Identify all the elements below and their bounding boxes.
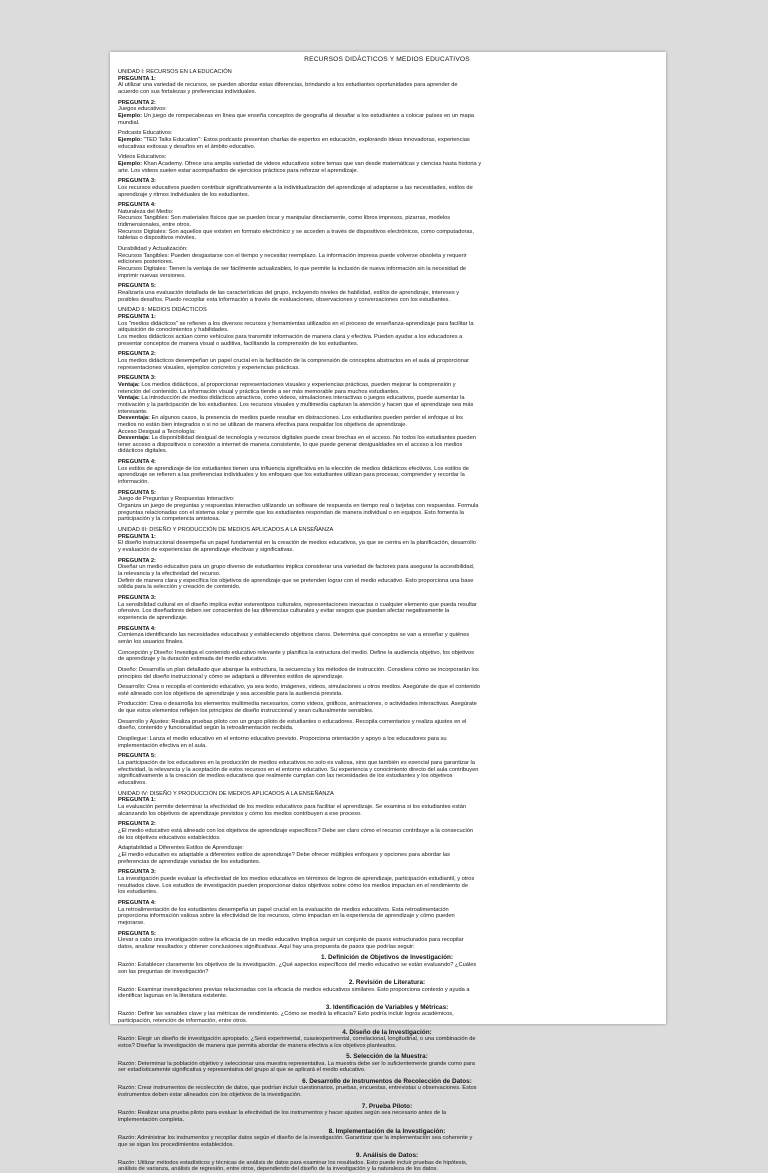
question-heading: PREGUNTA 5: xyxy=(118,283,156,290)
text-line: Ejemplo: "TED Talks Education": Estos podcasts presentan charlas de expertos en educación, explorando ideas innovadoras, experiencias xyxy=(118,136,470,143)
question-heading: PREGUNTA 5: xyxy=(118,930,156,937)
text-line: información. xyxy=(118,479,149,486)
step-heading: 7. Prueba Piloto: xyxy=(361,1102,413,1110)
text-line: Diseñar un medio educativo para un grupo diverso de estudiantes implica considerar una variedad de factores para asegurar la accesibilidad, xyxy=(118,564,475,571)
text-line: proporciona información valiosa sobre la efectividad de los recursos, cómo impactan en la experiencia de aprendizaje y cómo pueden xyxy=(118,913,455,920)
text-line: Organiza un juego de preguntas y respuestas interactivo utilizando un software de respuesta en tiempo real o tarjetas con respuestas. Formula xyxy=(118,503,479,510)
paragraph xyxy=(118,595,656,622)
step-heading: 5. Selección de la Muestra: xyxy=(346,1053,428,1061)
research-step xyxy=(118,954,656,975)
text-line: medios no están bien integrados o si no se utilizan de manera efectiva para respaldar los objetivos de aprendizaje. xyxy=(118,421,407,428)
paragraph xyxy=(118,178,656,198)
text-line: aprendizaje y ritmos individuales de los estudiantes. xyxy=(118,191,250,198)
paragraph xyxy=(118,667,656,680)
question-heading: PREGUNTA 3: xyxy=(118,594,156,601)
document-page xyxy=(110,52,666,1173)
text-line: educativos. xyxy=(118,780,147,787)
research-step xyxy=(118,1078,656,1099)
text-line: Los medios didácticos desempeñan un papel crucial en la facilitación de la comprensión de conceptos abstractos en el aula al proporcionar xyxy=(118,357,469,364)
text-line: Realizaría una evaluación detallada de las características del grupo, incluyendo niveles de habilidad, estilos de aprendizaje, intereses y xyxy=(118,290,460,297)
text-line: Recursos Digitales: Son aquellos que existen en formato electrónico y se acceden a través de dispositivos electrónicos, como computadoras, xyxy=(118,228,474,235)
text-line: Razón: Administrar los instrumentos y recopilar datos según el diseño de la investigación. Garantizar que la implementación sea coherente y xyxy=(118,1134,473,1141)
text-line: aprendizaje se refieren a las preferencias individuales y los enfoques que los estudiantes utilizan para procesar, comprender y recordar la xyxy=(118,472,465,479)
text-line: Ventaja: Los medios didácticos, al proporcionar representaciones visuales y experiencias prácticas, pueden mejorar la comprensión y xyxy=(118,381,456,388)
text-line: La investigación puede evaluar la efectividad de los medios educativos en términos de logros de aprendizaje, participación estudiantil, y otros xyxy=(118,875,475,882)
step-heading: 9. Análisis de Datos: xyxy=(355,1152,419,1160)
question-heading: PREGUNTA 3: xyxy=(118,869,156,876)
paragraph xyxy=(118,202,656,242)
text-line: Razón: Crear instrumentos de recolección de datos, que podrían incluir cuestionarios, pruebas, encuestas, entrevistas u observaciones. Estos xyxy=(118,1085,477,1092)
paragraph xyxy=(118,736,656,749)
text-line: Al utilizar una variedad de recursos, se pueden abordar estas diferencias, brindando a los estudiantes oportunidades para aprender de xyxy=(118,82,458,89)
paragraph xyxy=(118,375,656,455)
text-line: datos, analizar resultados y obtener conclusiones significativas. Aquí hay una propuesta de pasos que podrías seguir: xyxy=(118,943,415,950)
text-line: Juego de Preguntas y Respuestas Interactivo: xyxy=(118,496,235,503)
text-line: Desarrollo: Crea o recopila el contenido educativo, ya sea texto, imágenes, videos, simulaciones u otros medios. Asegúrate de que el contenido xyxy=(118,684,480,691)
text-line: Podcasts Educativos: xyxy=(118,130,173,137)
paragraph xyxy=(118,154,656,174)
text-line: Comienza identificando las necesidades educativas y estableciendo objetivos claros. Determina qué conceptos se van a enseñar y quiénes xyxy=(118,632,470,639)
paragraph xyxy=(118,69,656,96)
research-step xyxy=(118,1152,656,1173)
unit-heading: UNIDAD I: RECURSOS EN LA EDUCACIÓN xyxy=(118,69,232,75)
text-line: educativas exitosas y desafíos en el ámbito educativo. xyxy=(118,143,256,150)
text-line: que se sigan los procedimientos establecidos. xyxy=(118,1141,235,1148)
text-line: ¿El medio educativo está alineado con los objetivos de aprendizaje específicos? Debe ser claro cómo el recurso contribuye a la consecución xyxy=(118,827,474,834)
research-step xyxy=(118,1053,656,1074)
text-line: ofensivo. Los diseñadores deben ser conscientes de las diferencias culturales y evitar sesgos que puedan afectar negativamente la xyxy=(118,608,450,615)
unit-heading: UNIDAD II: MEDIOS DIDÁCTICOS xyxy=(118,307,207,314)
research-step xyxy=(118,1029,656,1050)
text-line: preguntas relacionadas con el sistema solar y permite que los estudiantes respondan de manera individual o en equipos. Esto fomenta la xyxy=(118,509,464,516)
text-line: imprimir nuevas versiones. xyxy=(118,272,186,279)
text-line: Razón: Realizar una prueba piloto para evaluar la efectividad de los instrumentos y hacer ajustes según sea necesario antes de la xyxy=(118,1110,447,1117)
text-line: Videos Educativos: xyxy=(118,154,167,161)
text-line: Juegos educativos: xyxy=(118,106,167,113)
research-step xyxy=(118,1128,656,1149)
paragraph xyxy=(118,527,656,554)
text-line: experiencia de aprendizaje. xyxy=(118,614,188,621)
text-line: implementación efectiva en el aula. xyxy=(118,742,207,749)
text-line: ¿El medio educativo es adaptable a diferentes estilos de aprendizaje? Debe ofrecer múltiples enfoques y opciones para abordar las xyxy=(118,851,450,858)
paragraph xyxy=(118,307,656,347)
research-step xyxy=(118,979,656,1000)
text-line: Concepción y Diseño: Investiga el contenido educativo relevante y planifica la estructura del medio. Define la audiencia objetivo, los objetivos xyxy=(118,649,474,656)
text-line: Recursos Tangibles: Pueden desgastarse con el tiempo y necesitar reemplazo. La información impresa puede volverse obsoleta y requerir xyxy=(118,252,467,259)
document-body xyxy=(118,69,656,1173)
paragraph xyxy=(118,100,656,127)
text-line: Naturaleza del Medio: xyxy=(118,208,174,215)
question-heading: PREGUNTA 4: xyxy=(118,899,156,906)
question-heading: PREGUNTA 3: xyxy=(118,178,156,185)
text-line: participación, retención de información, entre otros. xyxy=(118,1017,248,1024)
text-line: Razón: Utilizar métodos estadísticos y técnicas de análisis de datos para examinar los resultados. Esto puede incluir pruebas de hipótesis, xyxy=(118,1159,468,1166)
unit-heading: UNIDAD IV: DISEÑO Y PRODUCCIÓN DE MEDIOS APLICADOS A LA ENSEÑANZA xyxy=(118,790,334,797)
text-line: Razón: Examinar investigaciones previas relacionadas con la eficacia de medios educativos similares. Esto proporciona contexto y ayuda a xyxy=(118,986,470,993)
text-line: Ejemplo: Un juego de rompecabezas en línea que enseña conceptos de geografía al desafiar a los estudiantes a colocar países en un mapa xyxy=(118,112,475,119)
step-heading: 3. Identificación de Variables y Métricas: xyxy=(325,1003,449,1011)
paragraph xyxy=(118,900,656,927)
text-line: Despliegue: Lanza el medio educativo en el entorno educativo previsto. Proporciona orientación y apoyo a los educadores para su xyxy=(118,736,447,743)
step-heading: 1. Definición de Objetivos de Investigación: xyxy=(320,954,454,962)
text-line: de los objetivos educativos establecidos. xyxy=(118,834,221,841)
text-line: La evaluación permite determinar la efectividad de los medios educativos para facilitar el aprendizaje. Se examina si los estudiantes están xyxy=(118,804,467,810)
text-line: esté alineado con los objetivos de aprendizaje y sea accesible para la audiencia prevista. xyxy=(118,690,343,697)
text-line: Razón: Establecer claramente los objetivos de la investigación. ¿Qué aspectos específicos del medio educativo se están evaluando? ¿Cuáles xyxy=(118,961,477,968)
text-line: efectividad, la relevancia y la aceptación de estos recursos en el entorno educativo. Su experiencia y conocimiento directo del aula contribuyen xyxy=(118,766,479,773)
text-line: Desarrollo y Ajustes: Realiza pruebas piloto con un grupo piloto de estudiantes o educadores. Recopila comentarios y realiza ajustes en el xyxy=(118,718,467,725)
text-line: Ventaja: La introducción de medios didácticos atractivos, como videos, simulaciones interactivas o juegos educativos, puede aumentar la xyxy=(118,395,465,402)
paragraph xyxy=(118,459,656,486)
text-line: alcanzando los objetivos de aprendizaje previstos y cómo los medios contribuyen a ese proceso. xyxy=(118,810,362,817)
text-line: interesante. xyxy=(118,408,148,415)
text-line: tridimensionales, entre otros. xyxy=(118,222,192,229)
paragraph xyxy=(118,821,656,841)
text-line: presentar conceptos de manera visual o auditiva, facilitando la comprensión de los estudiantes. xyxy=(118,340,359,347)
question-heading: PREGUNTA 4: xyxy=(118,625,156,632)
question-heading: PREGUNTA 4: xyxy=(118,202,156,209)
question-heading: PREGUNTA 1: xyxy=(118,75,156,82)
question-heading: PREGUNTA 4: xyxy=(118,459,156,466)
paragraph xyxy=(118,650,656,663)
text-line: implementación completa. xyxy=(118,1116,185,1123)
text-line: Los "medios didácticos" se refieren a los diversos recursos y herramientas utilizados en el proceso de enseñanza-aprendizaje para facilitar la xyxy=(118,320,474,327)
question-heading: PREGUNTA 3: xyxy=(118,375,156,382)
text-line: Los estilos de aprendizaje de los estudiantes tienen una influencia significativa en la elección de medios didácticos efectivos. Los estilos de xyxy=(118,465,469,472)
text-line: acuerdo con sus fortalezas y preferencias individuales. xyxy=(118,88,257,95)
text-line: Razón: Elegir un diseño de investigación apropiado. ¿Será experimental, cuasiexperimental, correlacional, longitudinal, o una combinación de xyxy=(118,1036,476,1043)
step-heading: 6. Desarrollo de Instrumentos de Recolección de Datos: xyxy=(302,1078,472,1086)
text-line: Razón: Determinar la población objetivo y seleccionar una muestra representativa. La muestra debe ser lo suficientemente grande como para xyxy=(118,1060,475,1067)
text-line: Ejemplo: Khan Academy. Ofrece una amplia variedad de videos educativos sobre temas que van desde matemáticas y ciencias hasta historia y xyxy=(118,160,482,167)
paragraph xyxy=(118,845,656,865)
text-line: Recursos Tangibles: Son materiales físicos que se pueden tocar y manipular directamente, como libros impresos, pizarras, modelos xyxy=(118,215,451,222)
paragraph xyxy=(118,701,656,714)
question-heading: PREGUNTA 2: xyxy=(118,821,156,828)
text-line: adquisición de conocimientos y habilidades. xyxy=(118,327,229,334)
paragraph xyxy=(118,719,656,732)
text-line: Los medios didácticos actúan como vehículos para transmitir información de manera clara y efectiva. Pueden ayudar a los educadores a xyxy=(118,333,463,340)
text-line: resultados clave. Los estudios de investigación pueden proporcionar datos objetivos sobre cómo los medios impactan en el rendimiento de xyxy=(118,882,468,889)
paragraph xyxy=(118,931,656,951)
text-line: Producción: Crea o desarrolla los elementos multimedia necesarios, como videos, gráficos, animaciones, o actividades interactivas. Asegúrate xyxy=(118,701,477,708)
text-line: La participación de los educadores en la producción de medios educativos no solo es valiosa, sino que también es esencial para garantizar la xyxy=(118,760,475,767)
text-line: La retroalimentación de los estudiantes desempeña un papel crucial en la evaluación de medios educativos. Esta retroalimentación xyxy=(118,906,449,913)
paragraph xyxy=(118,490,656,523)
text-line: instrumentos deben estar alineados con los objetivos de la investigación. xyxy=(118,1092,302,1099)
text-line: significativamente a la creación de medios educativos que realmente cumplan con las necesidades de los estudiantes y los objetivos xyxy=(118,773,453,780)
text-line: tabletas o dispositivos móviles. xyxy=(118,235,197,242)
paragraph xyxy=(118,558,656,591)
document-title: RECURSOS DIDÁCTICOS Y MEDIOS EDUCATIVOS xyxy=(304,56,470,63)
question-heading: PREGUNTA 5: xyxy=(118,489,156,496)
step-heading: 8. Implementación de la Investigación: xyxy=(328,1127,446,1135)
text-line: retención del contenido. La información visual y práctica tiende a ser más memorable para muchos estudiantes. xyxy=(118,388,400,395)
text-line: identificar lagunas en la literatura existente. xyxy=(118,993,228,1000)
text-line: de que estos elementos reflejen los principios de diseño instruccional y sean culturalmente sensibles. xyxy=(118,708,374,715)
text-line: Acceso Desigual a Tecnología: xyxy=(118,428,196,435)
text-line: diseño, contenido y funcionalidad según la retroalimentación recibida. xyxy=(118,725,294,732)
text-line: posibles desafíos. Puedo recopilar esta información a través de evaluaciones, observaciones y conversaciones con los estudiantes. xyxy=(118,296,450,303)
paragraph xyxy=(118,684,656,697)
text-line: son las preguntas de investigación? xyxy=(118,968,209,975)
text-line: mejorarse. xyxy=(118,919,145,926)
text-line: de aprendizaje y la duración estimada del medio educativo. xyxy=(118,656,268,663)
question-heading: PREGUNTA 1: xyxy=(118,314,156,320)
text-line: serán los usuarios finales. xyxy=(118,638,184,645)
text-line: Desventaja: En algunos casos, la presencia de medios puede resultar en distracciones. Los estudiantes pueden perder el enfoque si los xyxy=(118,415,463,422)
text-line: tener acceso a dispositivos o conexión a internet de manera consistente, lo que puede generar desigualdades en el acceso a los medios xyxy=(118,441,463,448)
text-line: arte. Los videos suelen estar acompañados de ejercicios prácticos para reforzar el aprendizaje. xyxy=(118,167,359,174)
step-heading: 2. Revisión de Literatura: xyxy=(348,979,426,987)
text-line: ediciones posteriores. xyxy=(118,259,174,266)
text-line: Recursos Digitales: Tienen la ventaja de ser fácilmente actualizables, lo que permite la inclusión de nueva información sin la necesidad de xyxy=(118,266,467,273)
text-line: principios del diseño instruccional y cómo se adaptará a diferentes estilos de aprendizaje. xyxy=(118,673,344,680)
unit-heading: UNIDAD III: DISEÑO Y PRODUCCIÓN DE MEDIOS APLICADOS A LA ENSEÑANZA xyxy=(118,527,334,534)
paragraph xyxy=(118,351,656,371)
text-line: análisis de varianza, análisis de regresión, entre otros, dependiendo del diseño de la investigación y la naturaleza de los datos. xyxy=(118,1166,438,1173)
paragraph xyxy=(118,283,656,303)
text-line: Diseño: Desarrolla un plan detallado que abarque la estructura, la secuencia y los métodos de instrucción. Considera cómo se incorporarán los xyxy=(118,666,479,673)
text-line: Durabilidad y Actualización: xyxy=(118,246,188,253)
question-heading: PREGUNTA 2: xyxy=(118,99,156,106)
text-line: y evaluación de experiencias de aprendizaje efectivas y significativas. xyxy=(118,547,294,553)
text-line: Definir de manera clara y específica los objetivos de aprendizaje que se pretenden lograr con el medio educativo. Esto proporciona una base xyxy=(118,577,474,584)
question-heading: PREGUNTA 1: xyxy=(118,533,156,540)
text-line: didácticos digitales. xyxy=(118,448,168,455)
text-line: El diseño instruccional desempeña un papel fundamental en la creación de medios educativos, ya que se centra en la planificación, desarrollo xyxy=(118,540,476,547)
paragraph xyxy=(118,626,656,646)
paragraph xyxy=(118,130,656,150)
text-line: estos? Diseñar la investigación de manera que permita abordar de manera efectiva a los objetivos planteados. xyxy=(118,1042,397,1049)
text-line: Los recursos educativos pueden contribuir significativamente a la individualización del aprendizaje al adaptarse a las necesidades, estilos de xyxy=(118,184,473,191)
text-line: representaciones visuales, ejemplos concretos y experiencias prácticas. xyxy=(118,364,300,371)
text-line: la relevancia y la efectividad del recurso. xyxy=(118,570,221,577)
text-line: Desventaja: La disponibilidad desigual de tecnología y recursos digitales puede crear brechas en el acceso. No todos los estudiantes pueden xyxy=(118,435,476,442)
text-line: participación y la competencia amistosa. xyxy=(118,516,221,523)
question-heading: PREGUNTA 1: xyxy=(118,797,156,804)
question-heading: PREGUNTA 2: xyxy=(118,351,156,358)
text-line: Llevar a cabo una investigación sobre la eficacia de un medio educativo implica seguir un conjunto de pasos estructurados para recopilar xyxy=(118,937,464,944)
paragraph xyxy=(118,869,656,896)
text-line: motivación y la participación de los estudiantes. Los recursos visuales y multimedia capturan la atención y hacen que el aprendizaje sea más xyxy=(118,401,474,408)
paragraph xyxy=(118,791,656,818)
research-step xyxy=(118,1004,656,1025)
text-line: Razón: Definir las variables clave y las métricas de rendimiento. ¿Cómo se medirá la eficacia? Esto podría incluir logros académicos, xyxy=(118,1011,454,1018)
text-line: ser estadísticamente significativa y representativa del grupo al que se aplicará el medio educativo. xyxy=(118,1067,366,1074)
question-heading: PREGUNTA 5: xyxy=(118,753,156,760)
text-line: los estudiantes. xyxy=(118,889,158,896)
question-heading: PREGUNTA 2: xyxy=(118,557,156,564)
text-line: sólida para la selección y creación de contenido. xyxy=(118,584,241,591)
text-line: Adaptabilidad a Diferentes Estilos de Aprendizaje: xyxy=(118,845,244,852)
text-line: La sensibilidad cultural en el diseño implica evitar estereotipos culturales, representaciones inexactas o cualquier elemento que pueda resultar xyxy=(118,601,477,608)
research-step xyxy=(118,1103,656,1124)
text-line: preferencias de aprendizaje variadas de los estudiantes. xyxy=(118,858,261,865)
paragraph xyxy=(118,753,656,786)
text-line: mundial. xyxy=(118,119,140,126)
step-heading: 4. Diseño de la Investigación: xyxy=(342,1028,432,1036)
paragraph xyxy=(118,246,656,279)
